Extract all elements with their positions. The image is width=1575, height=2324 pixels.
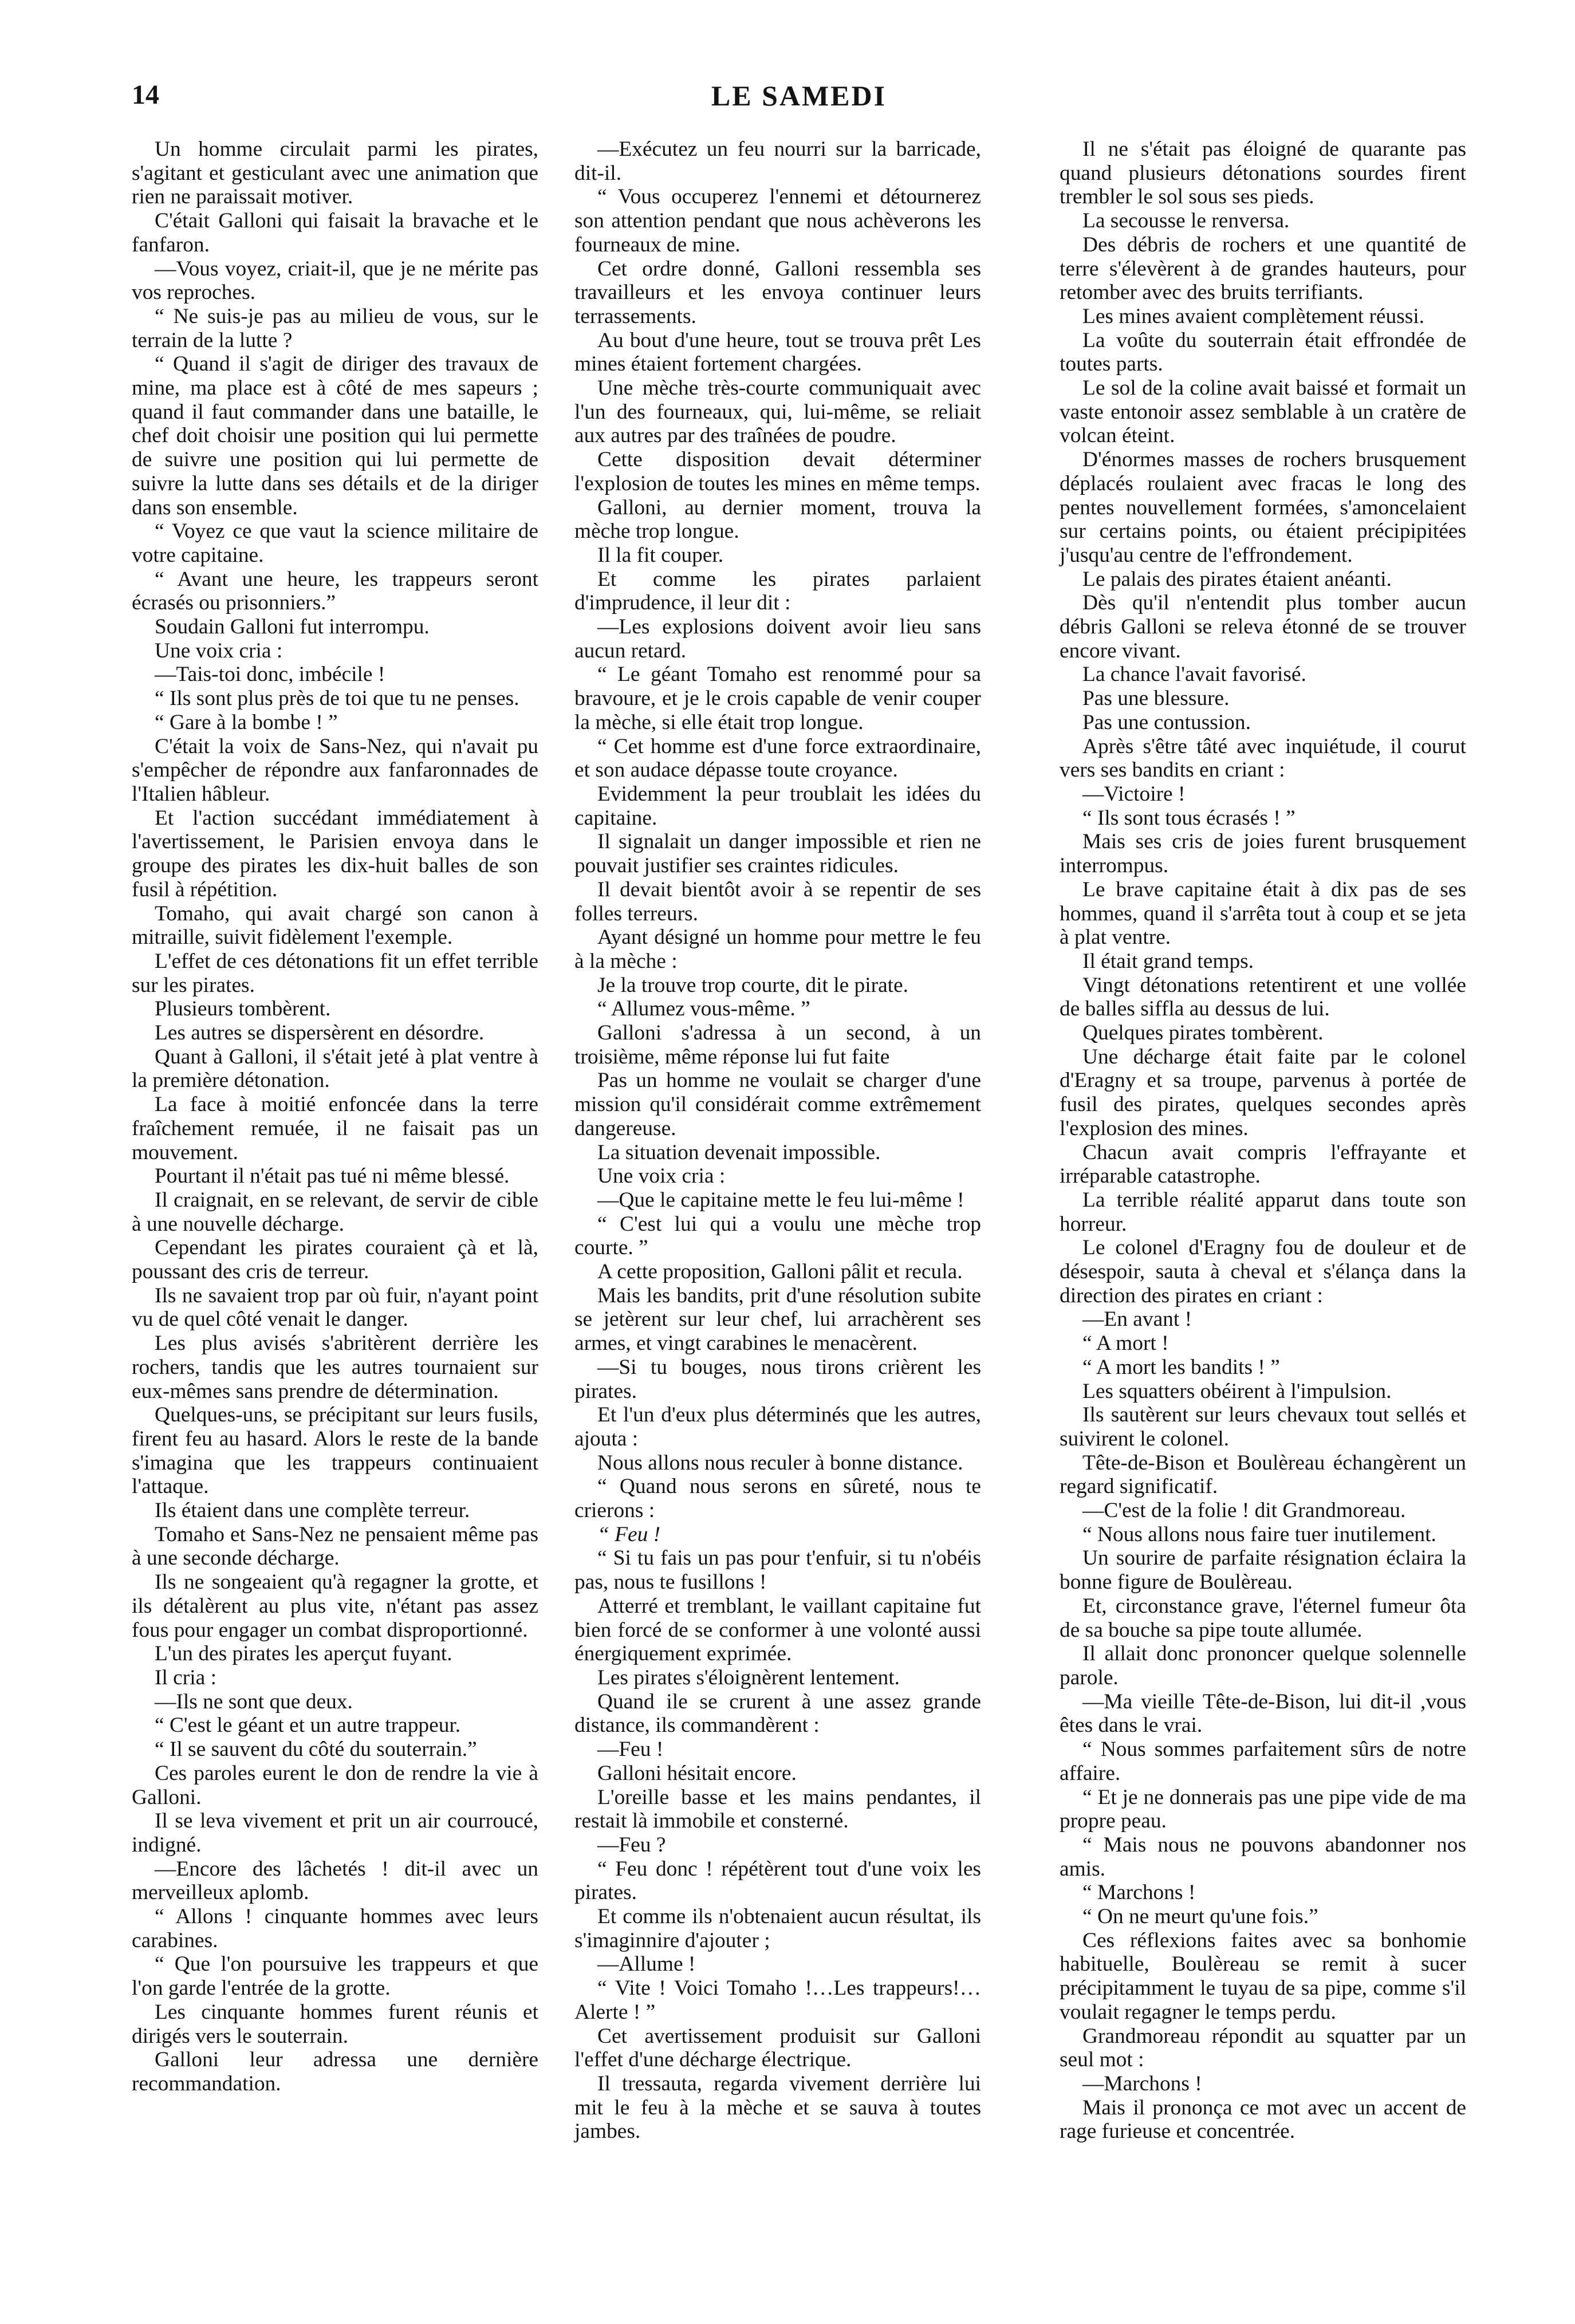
paragraph: “ Feu ! — [597, 1522, 661, 1546]
paragraph: Il signalait un danger impossible et rien ne pouvait justifier ses craintes ridicules. — [574, 830, 981, 878]
paragraph: La voûte du souterrain était effrondée de toutes parts. — [1060, 328, 1466, 376]
paragraph: Pas une contussion. — [1082, 710, 1251, 734]
paragraph: “ Quand nous serons en sûreté, nous te crierons : — [574, 1475, 981, 1523]
paragraph: Ils étaient dans une complète terreur. — [155, 1499, 470, 1523]
paragraph: Ils sautèrent sur leurs chevaux tout sellés et suivirent le colonel. — [1060, 1403, 1466, 1451]
paragraph: L'un des pirates les aperçut fuyant. — [155, 1642, 452, 1666]
paragraph: Pas un homme ne voulait se charger d'une mission qu'il considérait comme extrêmement dangereuse. — [574, 1069, 981, 1140]
paragraph: C'était la voix de Sans-Nez, qui n'avait pu s'empêcher de répondre aux fanfaronnades de l'Italien hâbleur. — [132, 734, 538, 806]
paragraph: Plusieurs tombèrent. — [155, 997, 331, 1021]
paragraph: Mais ses cris de joies furent brusquement interrompus. — [1060, 830, 1466, 878]
paragraph: Et l'action succédant immédiatement à l'avertissement, le Parisien envoya dans le groupe des pirates les dix-huit balles de son fusil à répétition. — [132, 806, 538, 901]
paragraph: “ Il se sauvent du côté du souterrain.” — [155, 1738, 477, 1762]
paragraph: “ Vous occuperez l'ennemi et détournerez son attention pendant que nous achèverons les fourneaux de mine. — [574, 185, 981, 257]
paragraph: Ces réflexions faites avec sa bonhomie habituelle, Boulèreau se remit à sucer précipitamment le tuyau de sa pipe, comme s'il voulait regagner le temps perdu. — [1060, 1928, 1466, 2024]
paragraph: —Marchons ! — [1082, 2071, 1202, 2095]
paragraph: “ On ne meurt qu'une fois.” — [1082, 1905, 1318, 1929]
paragraph: Cette disposition devait déterminer l'explosion de toutes les mines en même temps. — [574, 448, 981, 495]
paragraph: Il craignait, en se relevant, de servir de cible à une nouvelle décharge. — [132, 1188, 538, 1236]
paragraph: A cette proposition, Galloni pâlit et recula. — [597, 1260, 963, 1284]
paragraph: “ Allons ! cinquante hommes avec leurs carabines. — [132, 1905, 538, 1952]
text-column-1 — [132, 137, 538, 2096]
paragraph: “ Et je ne donnerais pas une pipe vide de ma propre peau. — [1060, 1785, 1466, 1833]
paragraph: “ Voyez ce que vaut la science militaire de votre capitaine. — [132, 519, 538, 567]
paragraph: C'était Galloni qui faisait la bravache et le fanfaron. — [132, 209, 538, 257]
paragraph: —Encore des lâchetés ! dit-il avec un merveilleux aplomb. — [132, 1857, 538, 1905]
paragraph: Ils ne savaient trop par où fuir, n'ayant point vu de quel côté venait le danger. — [132, 1283, 538, 1332]
paragraph: Le palais des pirates étaient anéanti. — [1082, 567, 1392, 591]
paragraph: Nous allons nous reculer à bonne distance. — [597, 1451, 963, 1475]
paragraph: “ C'est lui qui a voulu une mèche trop courte. ” — [574, 1212, 981, 1260]
paragraph: —Que le capitaine mette le feu lui-même ! — [597, 1188, 964, 1212]
paragraph: —Victoire ! — [1082, 782, 1186, 806]
paragraph: —Feu ! — [597, 1738, 664, 1762]
paragraph: L'effet de ces détonations fit un effet terrible sur les pirates. — [132, 949, 538, 997]
paragraph: Ces paroles eurent le don de rendre la vie à Galloni. — [132, 1761, 538, 1809]
paragraph: La situation devenait impossible. — [597, 1140, 881, 1164]
paragraph: Au bout d'une heure, tout se trouva prêt Les mines étaient fortement chargées. — [574, 328, 981, 376]
paragraph: “ Vite ! Voici Tomaho !…Les trappeurs!… Alerte ! ” — [574, 1976, 981, 2024]
paragraph: Et, circonstance grave, l'éternel fumeur ôta de sa bouche sa pipe toute allumée. — [1060, 1594, 1466, 1642]
paragraph: “ A mort ! — [1082, 1332, 1169, 1356]
paragraph: —Ma vieille Tête-de-Bison, lui dit-il ,vous êtes dans le vrai. — [1060, 1689, 1466, 1738]
paragraph: La secousse le renversa. — [1082, 209, 1290, 233]
paragraph: Cet avertissement produisit sur Galloni l'effet d'une décharge électrique. — [574, 2024, 981, 2072]
paragraph: Ayant désigné un homme pour mettre le feu à la mèche : — [574, 925, 981, 973]
paragraph: Ils ne songeaient qu'à regagner la grotte, et ils détalèrent au plus vite, n'étant pas assez fous pour engager un combat disproportionné. — [132, 1570, 538, 1642]
paragraph: Il allait donc prononcer quelque solennelle parole. — [1060, 1642, 1466, 1689]
paragraph: Le sol de la coline avait baissé et formait un vaste entonoir assez semblable à un cratère de volcan éteint. — [1060, 376, 1466, 448]
page-number: 14 — [132, 80, 159, 110]
paragraph: L'oreille basse et les mains pendantes, il restait là immobile et consterné. — [574, 1785, 981, 1833]
paragraph: Il ne s'était pas éloigné de quarante pas quand plusieurs détonations sourdes firent trembler le sol sous ses pieds. — [1060, 137, 1466, 209]
paragraph: —Tais-toi donc, imbécile ! — [155, 663, 385, 687]
paragraph: Vingt détonations retentirent et une vollée de balles siffla au dessus de lui. — [1060, 973, 1466, 1021]
paragraph: Un homme circulait parmi les pirates, s'agitant et gesticulant avec une animation que rien ne paraissait motiver. — [132, 137, 538, 209]
paragraph: Une voix cria : — [155, 639, 283, 663]
text-column-3 — [1060, 137, 1466, 2144]
paragraph: Les plus avisés s'abritèrent derrière les rochers, tandis que les autres tournaient sur eux-mêmes sans prendre de détermination. — [132, 1332, 538, 1403]
paragraph: “ Que l'on poursuive les trappeurs et que l'on garde l'entrée de la grotte. — [132, 1952, 538, 2000]
paragraph: Grandmoreau répondit au squatter par un seul mot : — [1060, 2024, 1466, 2072]
paragraph: “ Si tu fais un pas pour t'enfuir, si tu n'obéis pas, nous te fusillons ! — [574, 1546, 981, 1594]
paragraph: Et comme ils n'obtenaient aucun résultat, ils s'imaginnire d'ajouter ; — [574, 1905, 981, 1952]
paragraph: Il tressauta, regarda vivement derrière lui mit le feu à la mèche et se sauva à toutes jambes. — [574, 2071, 981, 2144]
paragraph: Il la fit couper. — [597, 543, 724, 567]
paragraph: Tête-de-Bison et Boulèreau échangèrent un regard significatif. — [1060, 1451, 1466, 1499]
paragraph: Je la trouve trop courte, dit le pirate. — [597, 973, 909, 997]
paragraph: “ A mort les bandits ! ” — [1082, 1355, 1280, 1379]
paragraph: —C'est de la folie ! dit Grandmoreau. — [1082, 1499, 1406, 1523]
paragraph: “ Quand il s'agit de diriger des travaux de mine, ma place est à côté de mes sapeurs ; quand il faut commander dans une bataille, le chef doit choisir une position qui lui permette de suivre une position qui lui permette de suivre la lutte dans ses détails et de la diriger dans son ensemble. — [132, 352, 538, 519]
paragraph: “ Nous allons nous faire tuer inutilement. — [1082, 1522, 1436, 1546]
text-column-2 — [574, 137, 981, 2144]
paragraph: Les mines avaient complètement réussi. — [1082, 304, 1425, 328]
paragraph: —Si tu bouges, nous tirons crièrent les pirates. — [574, 1355, 981, 1403]
paragraph: Pas une blessure. — [1082, 687, 1230, 711]
paragraph: —En avant ! — [1082, 1307, 1192, 1332]
paragraph: Dès qu'il n'entendit plus tomber aucun débris Galloni se releva étonné de se trouver encore vivant. — [1060, 591, 1466, 663]
paragraph: “ Le géant Tomaho est renommé pour sa bravoure, et je le crois capable de venir couper la mèche, si elle était trop longue. — [574, 663, 981, 734]
paragraph: Des débris de rochers et une quantité de terre s'élevèrent à de grandes hauteurs, pour retomber avec des bruits terrifiants. — [1060, 233, 1466, 305]
paragraph: Galloni, au dernier moment, trouva la mèche trop longue. — [574, 495, 981, 543]
paragraph: Cependant les pirates couraient çà et là, poussant des cris de terreur. — [132, 1236, 538, 1284]
paragraph: Galloni hésitait encore. — [597, 1761, 797, 1785]
paragraph: Quelques-uns, se précipitant sur leurs fusils, firent feu au hasard. Alors le reste de la bande s'imagina que les trappeurs continuaient l'attaque. — [132, 1403, 538, 1499]
paragraph: Galloni leur adressa une dernière recommandation. — [132, 2048, 538, 2095]
paragraph: Quelques pirates tombèrent. — [1082, 1021, 1324, 1045]
paragraph: Et l'un d'eux plus déterminés que les autres, ajouta : — [574, 1403, 981, 1451]
paragraph: Une décharge était faite par le colonel d'Eragny et sa troupe, parvenus à portée de fusil des pirates, quelques secondes après l'explosion des mines. — [1060, 1045, 1466, 1140]
paragraph: Un sourire de parfaite résignation éclaira la bonne figure de Boulèreau. — [1060, 1546, 1466, 1594]
paragraph: Pourtant il n'était pas tué ni même blessé. — [155, 1164, 510, 1188]
paragraph: Une voix cria : — [597, 1164, 726, 1188]
paragraph: Une mèche très-courte communiquait avec l'un des fourneaux, qui, lui-même, se reliait aux autres par des traînées de poudre. — [574, 376, 981, 448]
paragraph: —Exécutez un feu nourri sur la barricade, dit-il. — [574, 137, 981, 185]
paragraph: Il était grand temps. — [1082, 949, 1254, 973]
paragraph: Evidemment la peur troublait les idées du capitaine. — [574, 782, 981, 830]
paragraph: D'énormes masses de rochers brusquement déplacés roulaient avec fracas le long des pentes nouvellement formées, s'amoncelaient sur certains points, ou étaient précipipitées j'usqu'au centre de l'effrondement. — [1060, 448, 1466, 567]
paragraph: Galloni s'adressa à un second, à un troisième, même réponse lui fut faite — [574, 1021, 981, 1069]
paragraph: Cet ordre donné, Galloni ressembla ses travailleurs et les envoya continuer leurs terrassements. — [574, 257, 981, 328]
paragraph: Le colonel d'Eragny fou de douleur et de désespoir, sauta à cheval et s'élança dans la direction des pirates en criant : — [1060, 1236, 1466, 1307]
paragraph: Atterré et tremblant, le vaillant capitaine fut bien forcé de se conformer à une volonté aussi énergiquement exprimée. — [574, 1594, 981, 1666]
paragraph: La face à moitié enfoncée dans la terre fraîchement remuée, il ne faisait pas un mouvement. — [132, 1093, 538, 1164]
paragraph: Après s'être tâté avec inquiétude, il courut vers ses bandits en criant : — [1060, 734, 1466, 782]
paragraph: “ Allumez vous-même. ” — [597, 997, 810, 1021]
paragraph: “ Feu donc ! répétèrent tout d'une voix les pirates. — [574, 1857, 981, 1905]
paragraph: Les squatters obéirent à l'impulsion. — [1082, 1379, 1392, 1403]
paragraph: —Feu ? — [597, 1833, 666, 1857]
paragraph: “ Nous sommes parfaitement sûrs de notre affaire. — [1060, 1738, 1466, 1785]
paragraph: Il devait bientôt avoir à se repentir de ses folles terreurs. — [574, 877, 981, 925]
paragraph: “ Marchons ! — [1082, 1881, 1196, 1905]
paragraph: Les autres se dispersèrent en désordre. — [155, 1021, 485, 1045]
paragraph: Tomaho et Sans-Nez ne pensaient même pas à une seconde décharge. — [132, 1522, 538, 1570]
paragraph: Tomaho, qui avait chargé son canon à mitraille, suivit fidèlement l'exemple. — [132, 901, 538, 950]
paragraph: La chance l'avait favorisé. — [1082, 663, 1306, 687]
paragraph: “ Mais nous ne pouvons abandonner nos amis. — [1060, 1833, 1466, 1881]
paragraph: Soudain Galloni fut interrompu. — [155, 615, 430, 639]
paragraph: “ Ne suis-je pas au milieu de vous, sur le terrain de la lutte ? — [132, 304, 538, 352]
paragraph: Chacun avait compris l'effrayante et irréparable catastrophe. — [1060, 1140, 1466, 1188]
paragraph: Le brave capitaine était à dix pas de ses hommes, quand il s'arrêta tout à coup et se jeta à plat ventre. — [1060, 877, 1466, 950]
paragraph: Mais les bandits, prit d'une résolution subite se jetèrent sur leur chef, lui arrachèrent ses armes, et vingt carabines le menacèrent. — [574, 1283, 981, 1356]
paragraph: “ Gare à la bombe ! ” — [155, 710, 338, 734]
paragraph: —Les explosions doivent avoir lieu sans aucun retard. — [574, 615, 981, 663]
paragraph: “ C'est le géant et un autre trappeur. — [155, 1714, 461, 1738]
paragraph: Il cria : — [155, 1666, 216, 1689]
paragraph: Les cinquante hommes furent réunis et dirigés vers le souterrain. — [132, 2000, 538, 2048]
paragraph: Quant à Galloni, il s'était jeté à plat ventre à la première détonation. — [132, 1045, 538, 1093]
paragraph: Il se leva vivement et prit un air courroucé, indigné. — [132, 1809, 538, 1857]
paragraph: Les pirates s'éloignèrent lentement. — [597, 1666, 900, 1689]
page-header — [132, 79, 1466, 119]
running-title: LE SAMEDI — [711, 80, 887, 112]
paragraph: “ Avant une heure, les trappeurs seront écrasés ou prisonniers.” — [132, 567, 538, 615]
paragraph: Mais il prononça ce mot avec un accent de rage furieuse et concentrée. — [1060, 2095, 1466, 2144]
paragraph: Quand ile se crurent à une assez grande distance, ils commandèrent : — [574, 1689, 981, 1738]
paragraph: La terrible réalité apparut dans toute son horreur. — [1060, 1188, 1466, 1236]
paragraph: “ Ils sont plus près de toi que tu ne penses. — [155, 687, 519, 711]
paragraph: “ Cet homme est d'une force extraordinaire, et son audace dépasse toute croyance. — [574, 734, 981, 782]
paragraph: Et comme les pirates parlaient d'imprudence, il leur dit : — [574, 567, 981, 615]
paragraph: “ Ils sont tous écrasés ! ” — [1082, 806, 1296, 830]
paragraph: —Allume ! — [597, 1952, 696, 1976]
paragraph: —Ils ne sont que deux. — [155, 1689, 353, 1714]
paragraph: —Vous voyez, criait-il, que je ne mérite pas vos reproches. — [132, 257, 538, 305]
